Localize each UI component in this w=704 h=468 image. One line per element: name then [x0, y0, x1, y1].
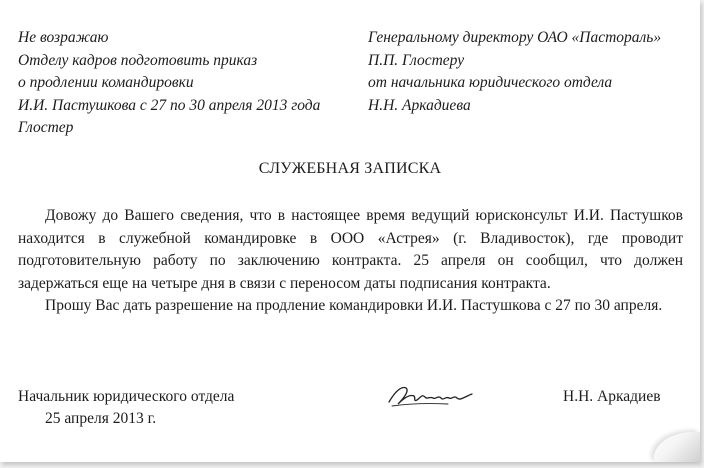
signer-position: Начальник юридического отдела — [18, 388, 235, 405]
body-paragraph: Прошу Вас дать разрешение на продление командировки И.И. Пастушкова с 27 по 30 апреля. — [45, 297, 663, 314]
addressee-line: Генеральному директору ОАО «Пастораль» — [368, 29, 662, 46]
page-curl — [654, 432, 700, 462]
addressee-line: от начальника юридического отдела — [368, 74, 613, 91]
addressee-line: Н.Н. Аркадиева — [368, 96, 471, 114]
memo-body — [18, 205, 683, 318]
resolution-line: Не возражаю — [18, 29, 109, 46]
handwritten-signature — [386, 382, 476, 410]
resolution-line: И.И. Пастушкова с 27 по 30 апреля 2013 года — [18, 96, 321, 114]
addressee-block — [368, 27, 688, 117]
resolution-line: о продлении командировки — [18, 74, 194, 91]
resolution-line: Отделу кадров подготовить приказ — [18, 51, 258, 69]
addressee-line: П.П. Глостеру — [368, 51, 465, 69]
signer-name: Н.Н. Аркадиев — [563, 388, 661, 405]
document-title: СЛУЖЕБНАЯ ЗАПИСКА — [258, 160, 442, 177]
body-paragraph: Довожу до Вашего сведения, что в настоящее время ведущий юрисконсульт И.И. Пастушков находится в служебной командировке в ООО «Астрея» (г. Владивосток), где проводит подготовительную работу по заключению контракта. 25 апреля он сообщил, что должен задержаться еще на четыре дня в связи с переносом даты подписания контракта. — [18, 207, 683, 292]
signature-date: 25 апреля 2013 г. — [45, 410, 157, 427]
resolution-line: Глостер — [18, 119, 74, 136]
resolution-block — [18, 27, 358, 140]
